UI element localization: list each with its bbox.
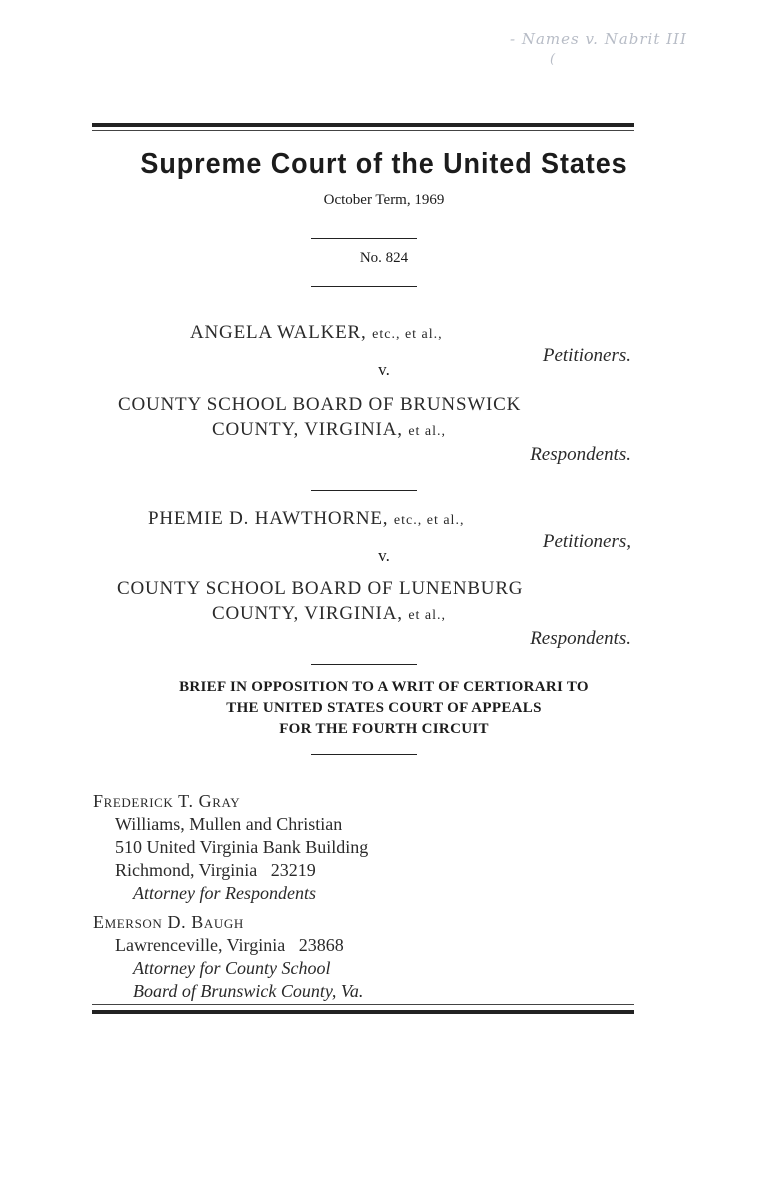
case1-versus: v. — [378, 360, 390, 379]
top-rule-thick — [92, 123, 634, 127]
case2-respondent-line1: COUNTY SCHOOL BOARD OF LUNENBURG — [117, 578, 524, 599]
brief-title-line1: BRIEF IN OPPOSITION TO A WRIT OF CERTIORARI TO — [179, 679, 589, 695]
case1-respondent-name: COUNTY, VIRGINIA, — [212, 419, 403, 440]
counsel-1-city: Richmond, Virginia 23219 — [115, 860, 316, 880]
case1-petitioner — [190, 322, 443, 344]
divider — [311, 490, 417, 491]
case2-petitioner-suffix: etc., et al., — [393, 513, 465, 528]
handwritten-note-line1: - Names v. Nabrit III — [510, 30, 687, 48]
docket-number: No. 824 — [359, 250, 409, 266]
counsel-2-city: Lawrenceville, Virginia 23868 — [115, 935, 344, 955]
brief-title — [0, 677, 768, 740]
case2-respondent-line2 — [212, 603, 446, 625]
case1-petitioner-suffix: etc., et al., — [372, 327, 443, 342]
counsel-1-role: Attorney for Respondents — [133, 883, 316, 903]
case1-respondent-suffix: et al., — [408, 424, 447, 439]
brief-title-line3: FOR THE FOURTH CIRCUIT — [279, 721, 489, 737]
case1-respondent-line2 — [212, 419, 446, 441]
counsel-1-address: 510 United Virginia Bank Building — [115, 837, 369, 857]
counsel-2-role-line2: Board of Brunswick County, Va. — [133, 981, 364, 1001]
case2-petitioner — [148, 508, 464, 530]
counsel-1-firm: Williams, Mullen and Christian — [115, 814, 343, 834]
divider — [311, 754, 417, 755]
divider — [311, 238, 417, 239]
case2-versus: v. — [378, 546, 390, 565]
court-title: Supreme Court of the United States — [140, 148, 628, 180]
counsel-2-role-line1: Attorney for County School — [133, 958, 331, 978]
case2-respondent-role: Respondents. — [530, 628, 631, 649]
case2-respondent-suffix: et al., — [408, 608, 447, 623]
counsel-1-name: Frederick T. Gray — [93, 791, 241, 811]
divider — [311, 664, 417, 665]
handwritten-note — [510, 30, 760, 85]
brief-title-line2: THE UNITED STATES COURT OF APPEALS — [226, 700, 542, 716]
case1-petitioner-role: Petitioners. — [542, 345, 631, 366]
counsel-2-name: Emerson D. Baugh — [93, 912, 244, 932]
bottom-rule-thick — [92, 1010, 634, 1014]
bottom-rule-thin — [92, 1004, 634, 1005]
divider — [311, 286, 417, 287]
case2-petitioner-role: Petitioners, — [542, 531, 631, 552]
case1-petitioner-name: ANGELA WALKER, — [190, 322, 367, 343]
court-term: October Term, 1969 — [323, 192, 445, 208]
case2-petitioner-name: PHEMIE D. HAWTHORNE, — [148, 508, 389, 529]
case1-respondent-role: Respondents. — [530, 444, 631, 465]
case2-respondent-name: COUNTY, VIRGINIA, — [212, 603, 403, 624]
top-rule-thin — [92, 130, 634, 131]
handwritten-note-line2: ( — [550, 52, 557, 67]
case1-respondent-line1: COUNTY SCHOOL BOARD OF BRUNSWICK — [118, 394, 522, 415]
counsel-block — [93, 790, 368, 1003]
